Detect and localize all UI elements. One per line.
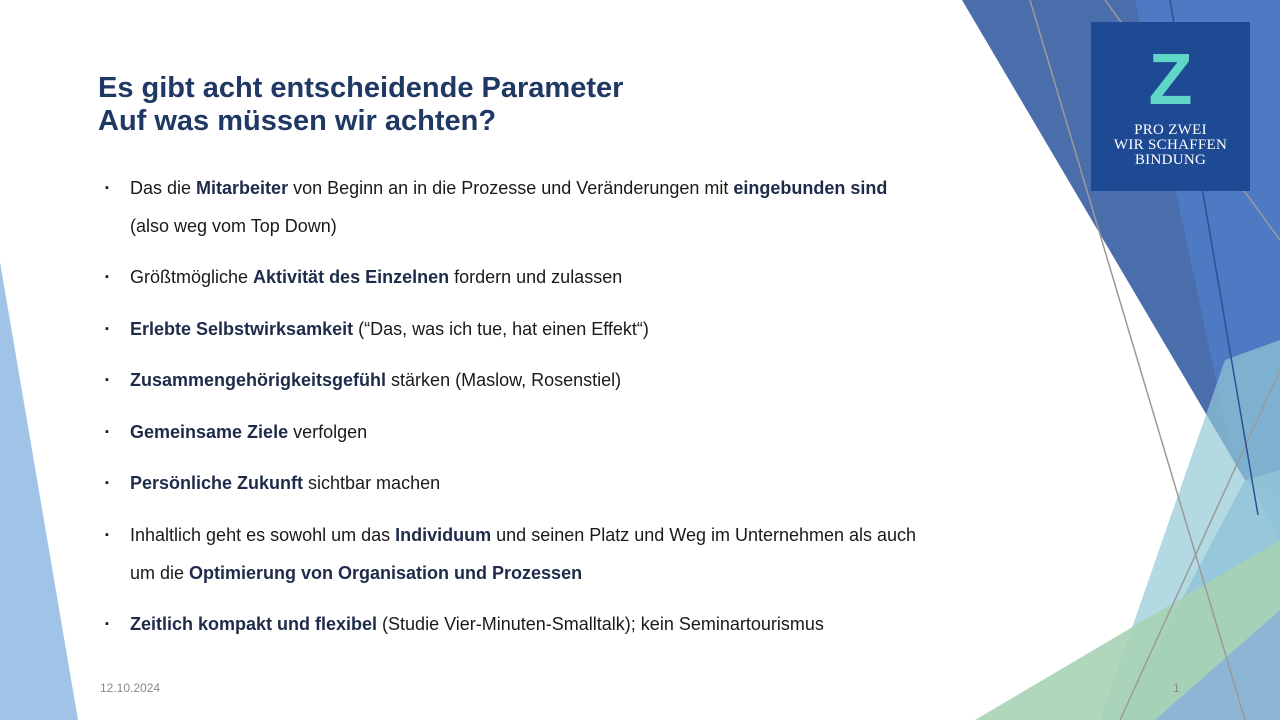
bullet-text: stärken (Maslow, Rosenstiel) <box>386 370 622 390</box>
logo <box>1091 22 1250 191</box>
bullet-text: Inhaltlich geht es sowohl um das <box>130 524 396 545</box>
bullet-bold-text: Gemeinsame Ziele <box>130 421 289 442</box>
bullet-bold-text: Zusammengehörigkeitsgefühl <box>130 370 387 390</box>
bullet-item <box>105 471 1085 496</box>
bullet-item <box>105 317 1085 342</box>
bullet-item <box>105 176 1085 239</box>
bullet-text: (Studie Vier-Minuten-Smalltalk); kein Seminartourismus <box>377 613 824 634</box>
bullet-item <box>105 420 1085 445</box>
bullet-item <box>105 523 1085 586</box>
bullet-marker: ▪ <box>105 617 109 630</box>
bullet-marker: ▪ <box>105 528 109 541</box>
bullet-text: sichtbar machen <box>303 473 441 493</box>
bullet-text: verfolgen <box>288 421 368 442</box>
bullet-marker: ▪ <box>105 322 109 335</box>
bullet-text: (“Das, was ich tue, hat einen Effekt“) <box>353 318 649 339</box>
logo-line-3: BINDUNG <box>1134 152 1207 168</box>
logo-text <box>1091 123 1250 168</box>
bullet-text: um die <box>130 562 190 583</box>
bullet-marker: ▪ <box>105 271 109 283</box>
bullet-bold-text: Optimierung von Organisation und Prozessen <box>189 562 583 583</box>
bullet-text: fordern und zulassen <box>449 267 623 287</box>
bullet-marker: ▪ <box>105 477 109 489</box>
bullet-item <box>105 368 1085 393</box>
footer-date: 12.10.2024 <box>100 681 161 695</box>
bullet-item <box>105 612 1085 637</box>
bullet-bold-text: Zeitlich kompakt und flexibel <box>130 613 378 634</box>
logo-line-2: WIR SCHAFFEN <box>1113 137 1228 153</box>
bullet-bold-text: Persönliche Zukunft <box>130 473 304 493</box>
slide-title <box>98 72 623 138</box>
bullet-list <box>105 176 1085 663</box>
bullet-bold-text: Individuum <box>395 524 492 545</box>
logo-letter: Z <box>1148 40 1193 120</box>
bullet-bold-text: eingebunden sind <box>733 178 888 198</box>
bullet-marker: ▪ <box>105 425 109 438</box>
logo-line-1: PRO ZWEI <box>1134 122 1207 138</box>
bullet-marker: ▪ <box>105 182 109 194</box>
left-light-blue-wedge <box>0 262 78 720</box>
bullet-text: Größtmögliche <box>130 267 254 287</box>
bullet-bold-text: Aktivität des Einzelnen <box>253 267 450 287</box>
bullet-text: und seinen Platz und Weg im Unternehmen als auch <box>491 524 917 545</box>
title-line-2: Auf was müssen wir achten? <box>98 105 497 137</box>
bullet-bold-text: Erlebte Selbstwirksamkeit <box>130 318 354 339</box>
bullet-text: von Beginn an in die Prozesse und Veränderungen mit <box>288 178 734 198</box>
bullet-text: (also weg vom Top Down) <box>130 216 337 236</box>
page-number: 1 <box>1173 681 1180 695</box>
bullet-item <box>105 265 1085 290</box>
bullet-bold-text: Mitarbeiter <box>196 178 289 198</box>
bullet-text: Das die <box>130 178 197 198</box>
title-line-1: Es gibt acht entscheidende Parameter <box>98 72 624 104</box>
bullet-marker: ▪ <box>105 374 109 386</box>
